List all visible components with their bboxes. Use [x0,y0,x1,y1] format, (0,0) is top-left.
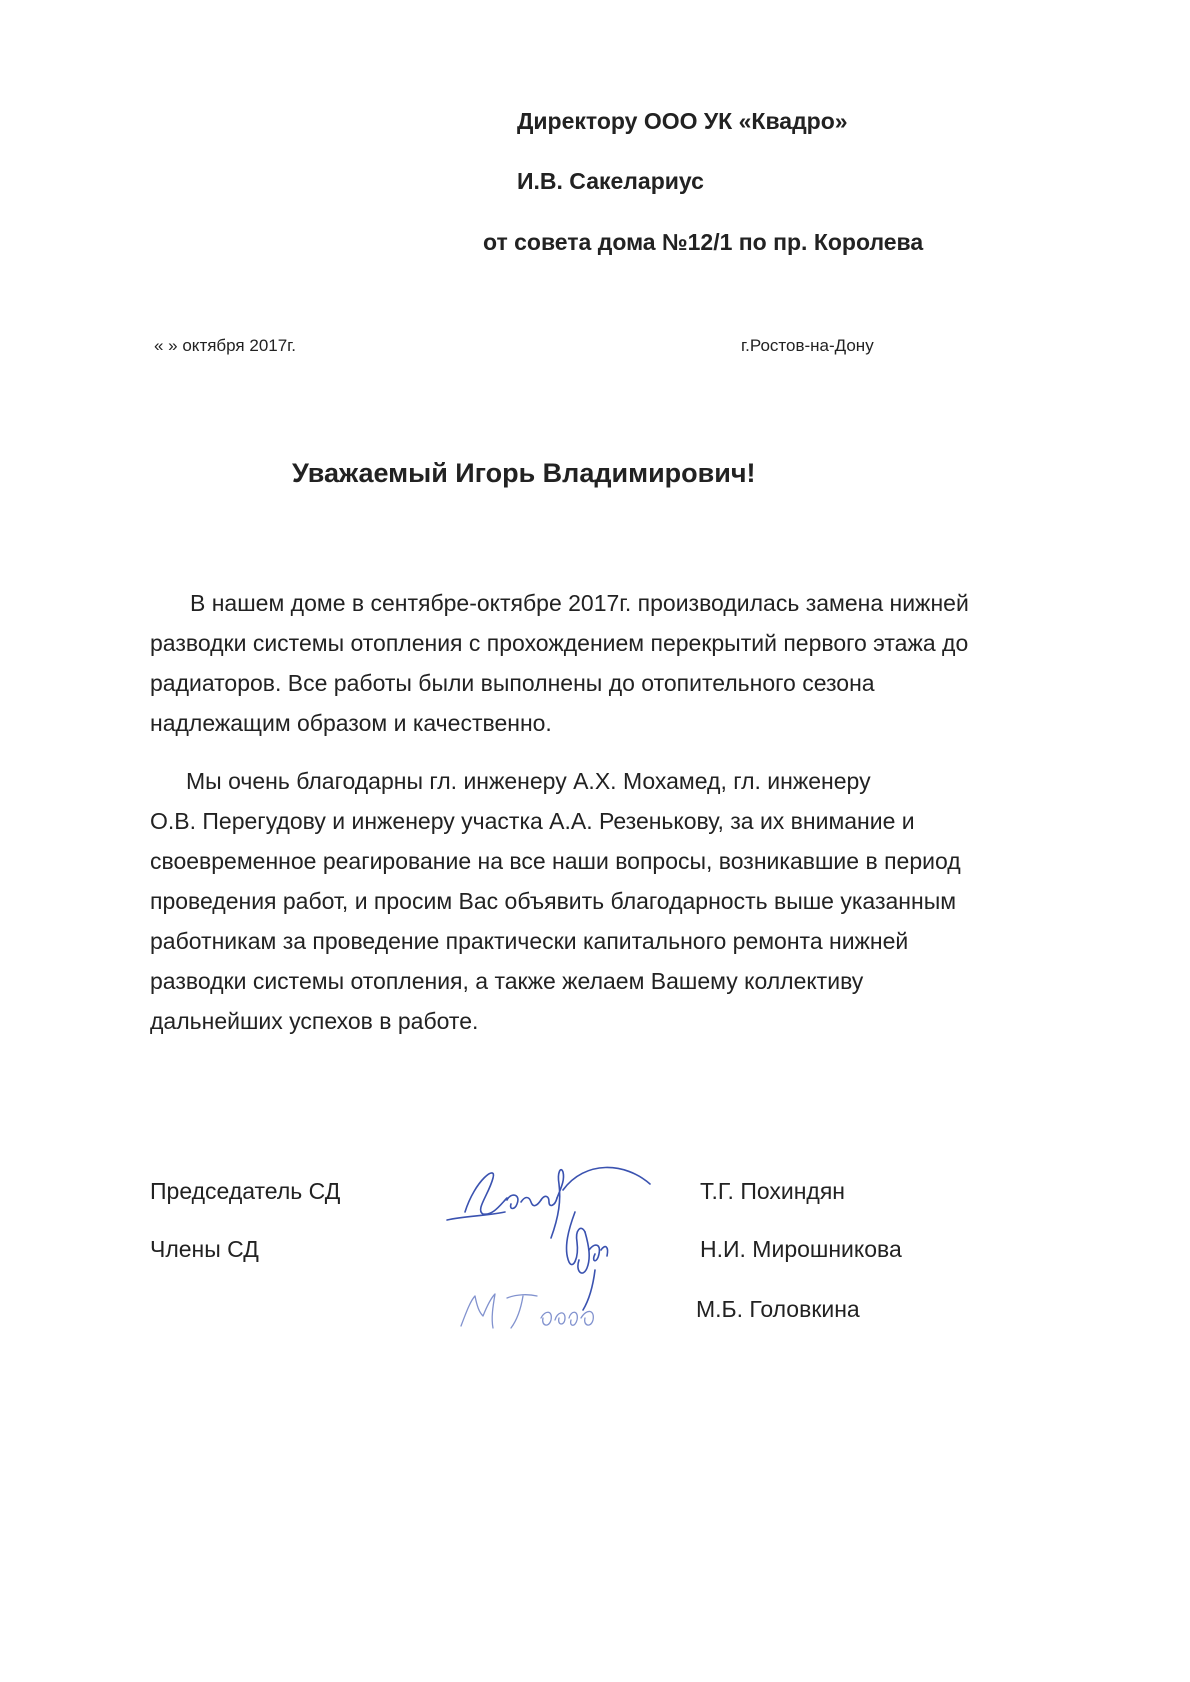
body-line: О.В. Перегудову и инженеру участка А.А. Резенькову, за их внимание и [150,808,915,834]
body-line: дальнейших успехов в работе. [150,1008,479,1034]
signatory-name: Т.Г. Похиндян [700,1178,846,1204]
addressee-line-1: Директору ООО УК «Квадро» [517,108,848,134]
body-line: разводки системы отопления с прохождением перекрытий первого этажа до [150,630,969,656]
body-line: В нашем доме в сентябре-октябре 2017г. производилась замена нижней [190,590,969,616]
letter-city: г.Ростов-на-Дону [741,336,874,355]
body-line: работникам за проведение практически капитального ремонта нижней [150,928,909,954]
letter-date: « » октября 2017г. [154,336,297,355]
body-line: Мы очень благодарны гл. инженеру А.Х. Мохамед, гл. инженеру [186,768,871,794]
signatory-name: М.Б. Головкина [696,1296,860,1322]
body-line: радиаторов. Все работы были выполнены до отопительного сезона [150,670,875,696]
body-line: проведения работ, и просим Вас объявить благодарность выше указанным [150,888,957,914]
members-label: Члены СД [150,1236,259,1262]
chair-label: Председатель СД [150,1178,341,1204]
body-line: разводки системы отопления, а также желаем Вашему коллективу [150,968,864,994]
greeting: Уважаемый Игорь Владимирович! [292,458,756,488]
body-line: своевременное реагирование на все наши вопросы, возникавшие в период [150,848,961,874]
addressee-line-3: от совета дома №12/1 по пр. Королева [483,229,924,255]
handwritten-signatures [445,1150,675,1340]
signatory-name: Н.И. Мирошникова [700,1236,902,1262]
addressee-line-2: И.В. Сакелариус [517,168,704,194]
body-line: надлежащим образом и качественно. [150,710,552,736]
